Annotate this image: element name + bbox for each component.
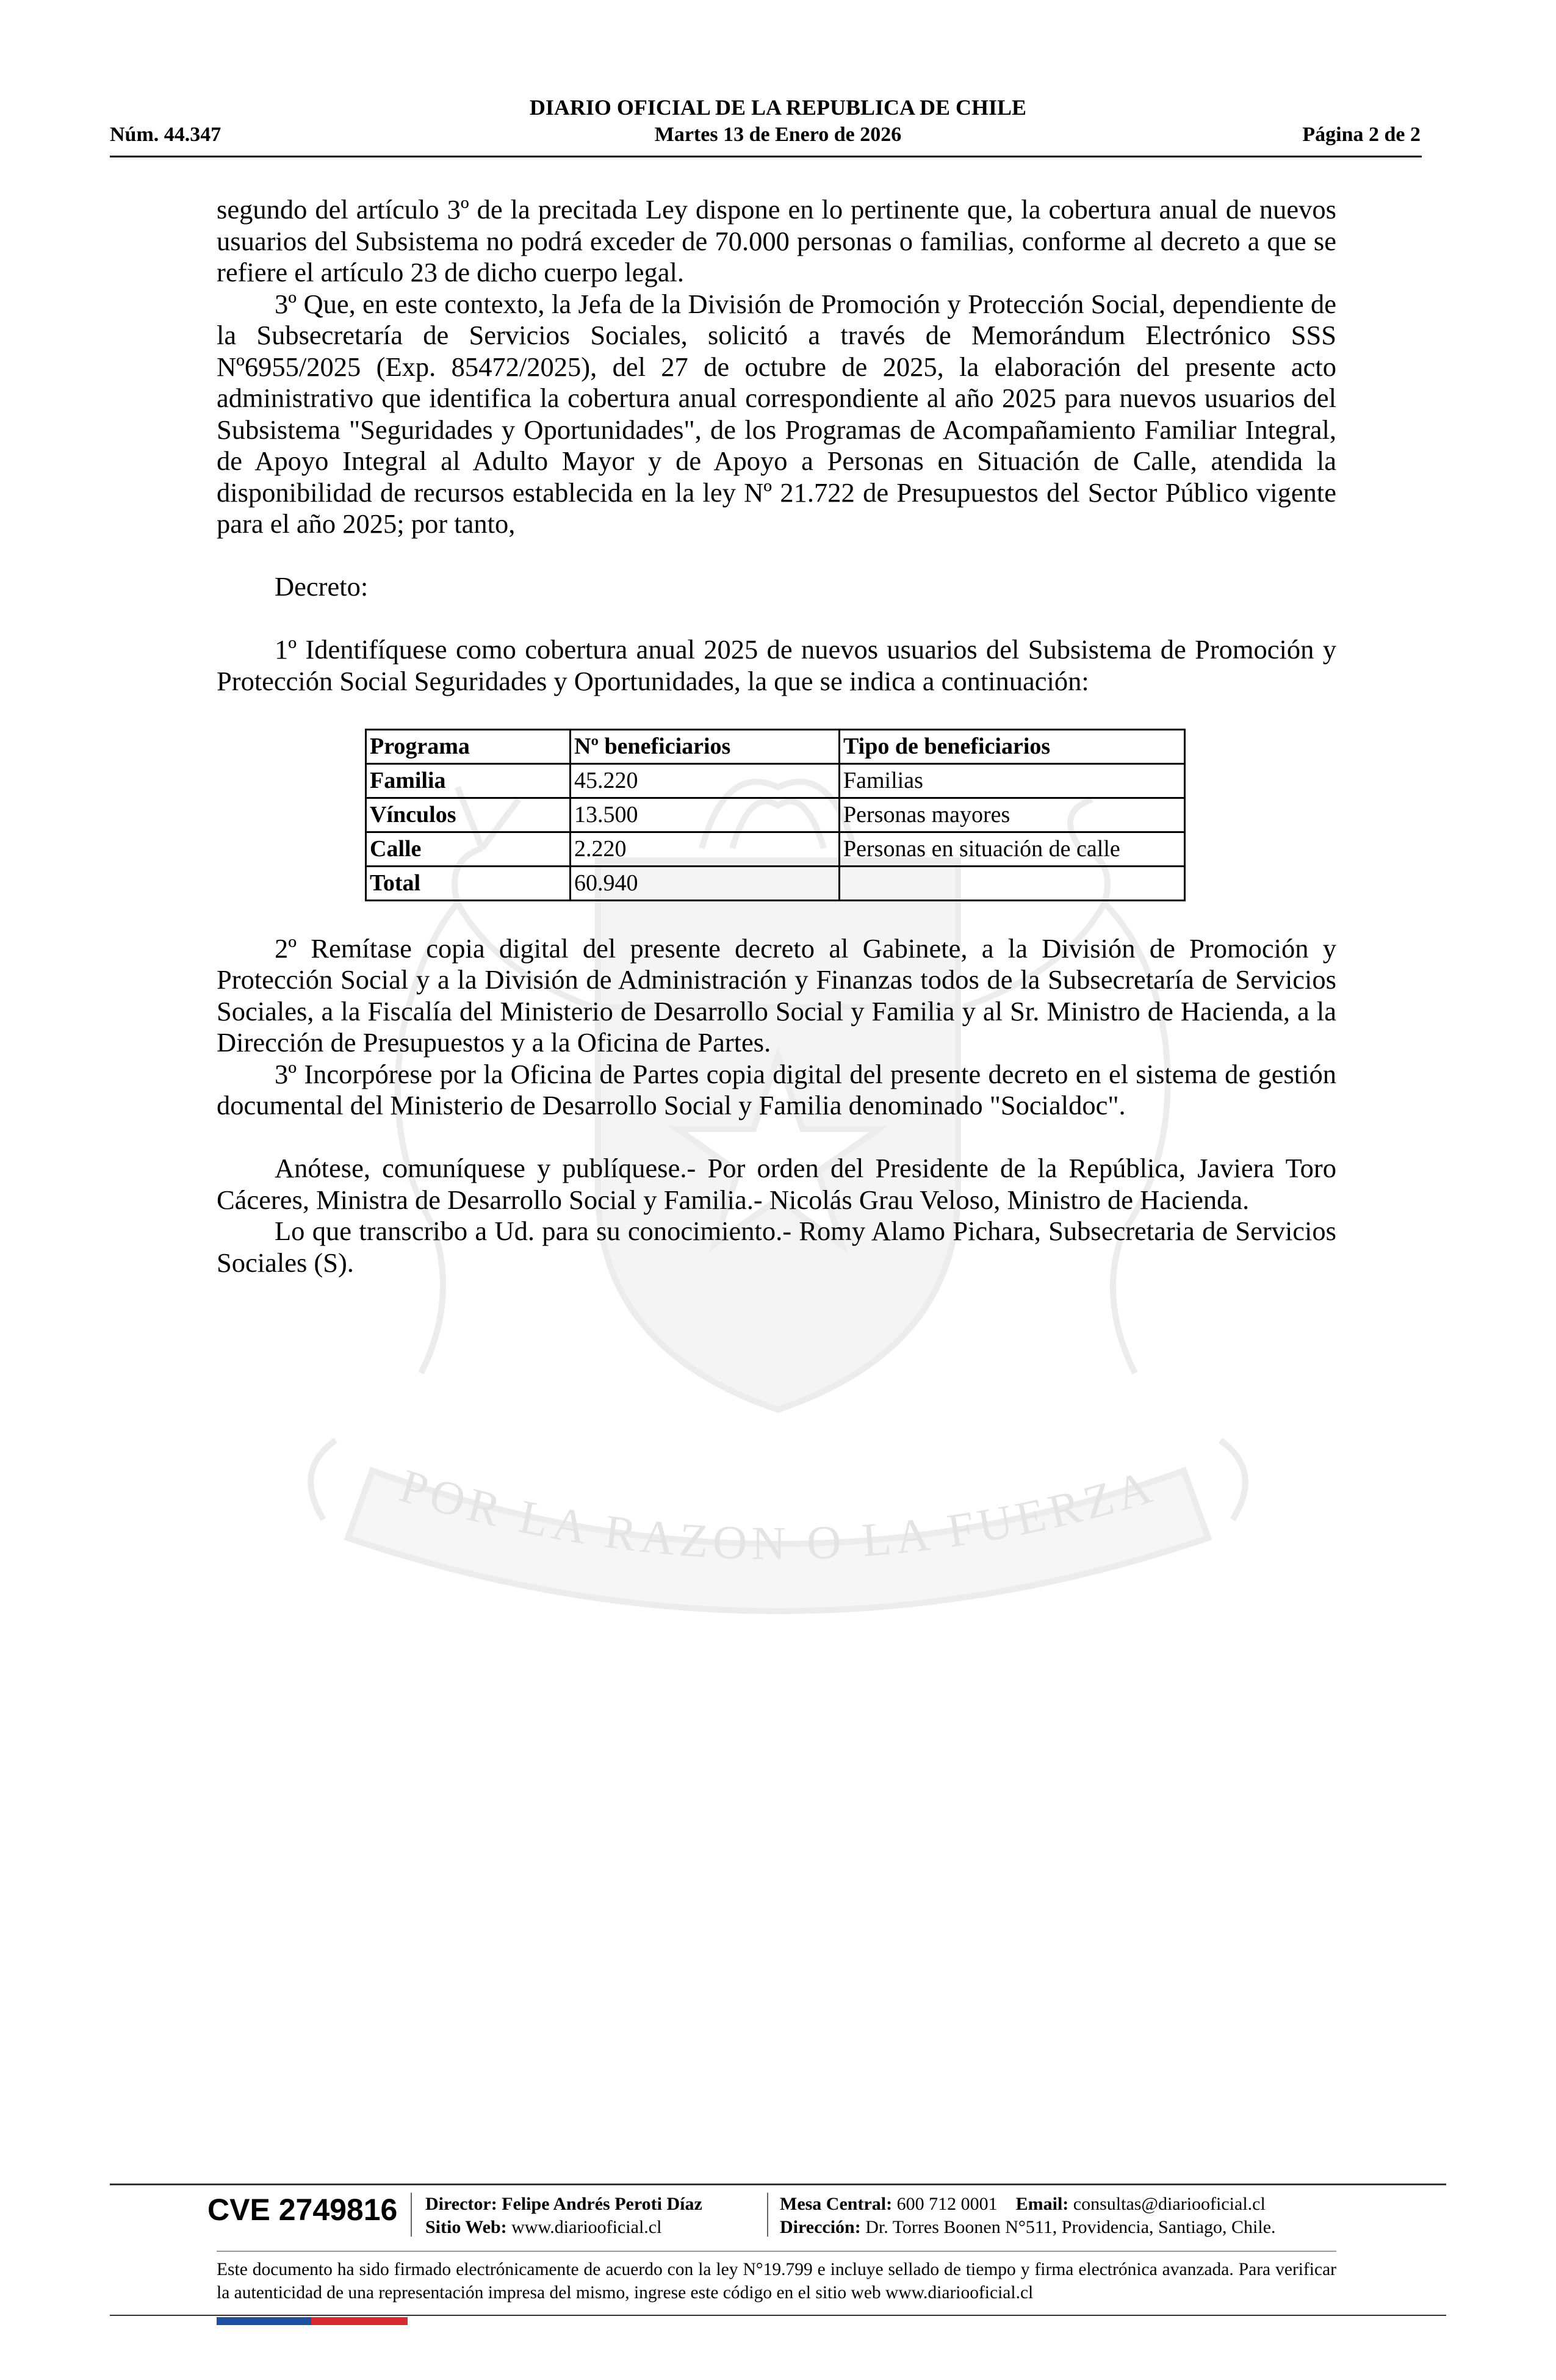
paragraph-closing: Anótese, comuníquese y publíquese.- Por orden del Presidente de la República, Javiera Toro Cáceres, Ministra de Desarrollo Social y Familia.- Nicolás Grau Veloso, Ministro de Hacienda. <box>217 1153 1336 1215</box>
paragraph-article-2: 2º Remítase copia digital del presente decreto al Gabinete, a la División de Promoción y Protección Social y a la División de Administración y Finanzas todos de la Subsecretaría de Servicios Sociales, a la Fiscalía del Ministerio de Desarrollo Social y Familia y al Sr. Ministro de Hacienda, a la Dirección de Presupuestos y a la Oficina de Partes. <box>217 932 1336 1058</box>
table-total-row <box>366 867 1185 901</box>
footer-divider-bottom <box>110 2315 1446 2316</box>
footer-separator <box>411 2193 412 2237</box>
mesa-central-label: Mesa Central: <box>780 2194 893 2214</box>
table-cell-type: Familias <box>840 764 1185 798</box>
table-cell-count: 45.220 <box>571 764 840 798</box>
table-cell-type <box>840 867 1185 901</box>
footer-divider-middle <box>217 2251 1336 2252</box>
footer-director-block <box>425 2193 702 2239</box>
table-header-row <box>366 730 1185 764</box>
table-cell-program: Calle <box>366 832 571 867</box>
issue-date: Martes 13 de Enero de 2026 <box>654 123 902 146</box>
table-header-cell: Nº beneficiarios <box>571 730 840 764</box>
paragraph-considerando-3: 3º Que, en este contexto, la Jefa de la División de Promoción y Protección Social, dependiente de la Subsecretaría de Servicios Sociales, solicitó a través de Memorándum Electrónico SSS Nº6955/2025 (Exp. 85472/2025), del 27 de octubre de 2025, la elaboración del presente acto administrativo que identifica la cobertura anual correspondiente al año 2025 para nuevos usuarios del Subsistema "Seguridades y Oportunidades", de los Programas de Acompañamiento Familiar Integral, de Apoyo Integral al Adulto Mayor y de Apoyo a Personas en Situación de Calle, atendida la disponibilidad de recursos establecida en la ley Nº 21.722 de Presupuestos del Sector Público vigente para el año 2025; por tanto, <box>217 288 1336 539</box>
beneficiaries-table <box>365 729 1186 901</box>
table-cell-count: 13.500 <box>571 798 840 832</box>
table-cell-program: Vínculos <box>366 798 571 832</box>
flag-stripe-blue <box>217 2317 311 2325</box>
page-indicator: Página 2 de 2 <box>1302 123 1421 146</box>
table-header-cell: Programa <box>366 730 571 764</box>
website-label: Sitio Web: <box>425 2217 507 2237</box>
cve-code: CVE 2749816 <box>207 2193 398 2227</box>
footer-divider-top <box>110 2183 1446 2185</box>
publication-title: DIARIO OFICIAL DE LA REPUBLICA DE CHILE <box>529 95 1027 120</box>
paragraph-article-3: 3º Incorpórese por la Oficina de Partes copia digital del presente decreto en el sistema de gestión documental del Ministerio de Desarrollo Social y Familia denominado "Socialdoc". <box>217 1058 1336 1120</box>
table-cell-program: Total <box>366 867 571 901</box>
footer-contact-block <box>780 2193 1276 2239</box>
address-value: Dr. Torres Boonen N°511, Providencia, Santiago, Chile. <box>865 2217 1276 2237</box>
table-row <box>366 798 1185 832</box>
document-body <box>217 194 1336 1278</box>
footer-separator <box>767 2193 768 2237</box>
header-divider <box>110 156 1422 157</box>
table-cell-count: 2.220 <box>571 832 840 867</box>
email-label: Email: <box>1015 2194 1069 2214</box>
table-row <box>366 764 1185 798</box>
paragraph-article-1: 1º Identifíquese como cobertura anual 2025 de nuevos usuarios del Subsistema de Promoción y Protección Social Seguridades y Oportunidades, la que se indica a continuación: <box>217 634 1336 696</box>
table-cell-type: Personas en situación de calle <box>840 832 1185 867</box>
footer-legal-notice: Este documento ha sido firmado electrónicamente de acuerdo con la ley N°19.799 e incluye sellado de tiempo y firma electrónica avanzada. Para verificar la autenticidad de una representación impresa del mismo, ingrese este código en el sitio web www.diariooficial.cl <box>217 2260 1336 2302</box>
table-cell-count: 60.940 <box>571 867 840 901</box>
table-header-cell: Tipo de beneficiarios <box>840 730 1185 764</box>
table-row <box>366 832 1185 867</box>
table-cell-program: Familia <box>366 764 571 798</box>
email-link[interactable]: consultas@diariooficial.cl <box>1073 2194 1266 2214</box>
address-label: Dirección: <box>780 2217 861 2237</box>
decreto-heading: Decreto: <box>275 571 369 602</box>
table-cell-type: Personas mayores <box>840 798 1185 832</box>
watermark-motto: POR LA RAZON O LA FUERZA <box>394 1459 1162 1570</box>
website-link[interactable]: www.diariooficial.cl <box>511 2217 662 2237</box>
paragraph-transcription: Lo que transcribo a Ud. para su conocimiento.- Romy Alamo Pichara, Subsecretaria de Servicios Sociales (S). <box>217 1216 1336 1278</box>
paragraph-continuation: segundo del artículo 3º de la precitada Ley dispone en lo pertinente que, la cobertura anual de nuevos usuarios del Subsistema no podrá exceder de 70.000 personas o familias, conforme al decreto a que se refiere el artículo 23 de dicho cuerpo legal. <box>217 194 1336 287</box>
issue-number: Núm. 44.347 <box>110 123 222 146</box>
director-label: Director: <box>425 2194 497 2214</box>
director-name: Felipe Andrés Peroti Díaz <box>502 2194 702 2214</box>
mesa-central-phone: 600 712 0001 <box>896 2194 998 2214</box>
flag-stripe-red <box>311 2317 408 2325</box>
